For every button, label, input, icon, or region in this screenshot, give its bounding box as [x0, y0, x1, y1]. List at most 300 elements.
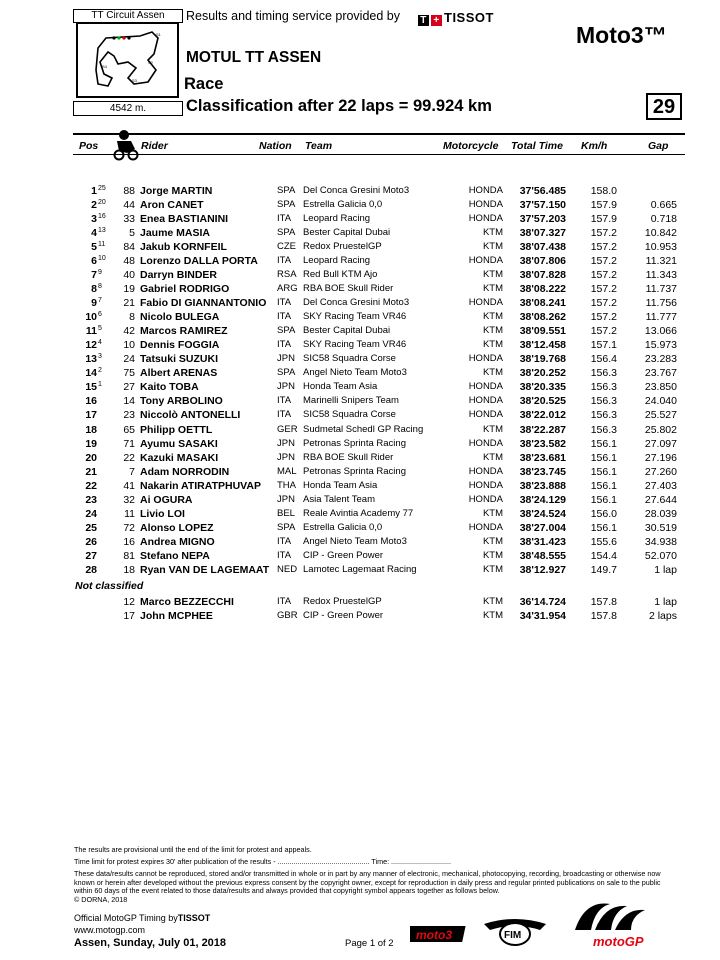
header-rule-bottom — [73, 154, 685, 155]
motorcycle: KTM — [482, 227, 503, 239]
total-time: 38'20.525 — [519, 395, 566, 408]
rider-number: 27 — [123, 381, 135, 394]
table-row — [73, 394, 685, 408]
motorcycle: HONDA — [468, 353, 503, 365]
rider-name: Livio LOI — [140, 507, 185, 520]
rider-nation: ARG — [277, 283, 298, 295]
result-position: 23 — [85, 493, 97, 506]
average-speed: 157.2 — [590, 241, 617, 254]
average-speed: 157.8 — [590, 596, 617, 608]
table-row — [73, 507, 685, 521]
table-row — [73, 493, 685, 507]
average-speed: 157.2 — [590, 269, 617, 282]
not-classified-label: Not classified — [75, 580, 144, 592]
rider-name: Gabriel RODRIGO — [140, 283, 230, 296]
rider-number: 72 — [123, 521, 135, 534]
rider-name: Marco BEZZECCHI — [140, 596, 234, 608]
result-position: 10 — [85, 311, 97, 324]
rider-name: Andrea MIGNO — [140, 535, 215, 548]
rider-number: 10 — [123, 339, 135, 352]
rider-number: 32 — [123, 493, 135, 506]
tissot-wordmark: TISSOT — [444, 10, 494, 25]
rider-name: Marcos RAMIREZ — [140, 325, 228, 338]
gap-to-leader: 11.777 — [645, 311, 677, 324]
total-time: 38'22.287 — [519, 423, 566, 436]
team-name: SIC58 Squadra Corse — [303, 353, 396, 365]
rider-number: 48 — [123, 255, 135, 268]
team-name: Sudmetal Schedl GP Racing — [303, 423, 424, 435]
table-row — [73, 595, 685, 609]
motorcycle: HONDA — [468, 185, 503, 196]
team-name: SKY Racing Team VR46 — [303, 311, 407, 323]
table-row — [73, 212, 685, 226]
grid-position: 1 — [98, 381, 102, 389]
tissot-t-icon: T — [418, 15, 429, 26]
total-time: 38'09.551 — [519, 325, 566, 338]
result-position: 25 — [85, 521, 97, 534]
motorcycle: KTM — [482, 596, 503, 607]
result-position: 16 — [85, 395, 97, 408]
copyright-note: These data/results cannot be reproduced, stored and/or transmitted in whole or in part by any manner of electronic, mechanical, photocopying, recording, broadcasting or otherwise now known or herein after developed without the previous express consent by the copyright owner, except for reproduction in daily press and regular printed publications on sale to the public within 60 days of the event related to those data/results and always provided that copyright symbol appears together as follows below. — [74, 869, 661, 895]
gap-to-leader: 27.196 — [644, 451, 677, 464]
website-link[interactable]: www.motogp.com — [74, 925, 146, 935]
result-position: 13 — [85, 353, 97, 366]
provided-by-text: Results and timing service provided by — [186, 9, 400, 23]
team-name: Marinelli Snipers Team — [303, 395, 399, 407]
rider-number: 84 — [123, 241, 135, 254]
total-time: 38'24.524 — [519, 507, 566, 520]
motorcycle: KTM — [482, 563, 503, 575]
grid-position: 5 — [98, 325, 102, 333]
rider-nation: SPA — [277, 185, 296, 196]
rider-nation: RSA — [277, 269, 297, 281]
team-name: Del Conca Gresini Moto3 — [303, 185, 410, 196]
total-time: 38'08.262 — [519, 311, 566, 324]
grid-position: 3 — [98, 353, 102, 361]
team-name: Estrella Galicia 0,0 — [303, 199, 383, 211]
rider-name: Niccolò ANTONELLI — [140, 409, 241, 422]
rider-nation: JPN — [277, 437, 295, 449]
total-time: 38'31.423 — [519, 535, 566, 548]
table-row — [73, 184, 685, 198]
header-rule-top — [73, 133, 685, 135]
average-speed: 157.2 — [590, 255, 617, 268]
average-speed: 149.7 — [590, 563, 617, 576]
average-speed: 155.6 — [590, 535, 617, 548]
col-gap: Gap — [648, 140, 669, 152]
rider-nation: ITA — [277, 395, 292, 407]
result-position: 19 — [85, 437, 97, 450]
gap-to-leader: 34.938 — [644, 535, 677, 548]
rider-number: 7 — [129, 465, 135, 478]
moto3-logo-text: moto3 — [416, 928, 452, 942]
gap-to-leader: 30.519 — [644, 521, 677, 534]
rider-number: 11 — [124, 507, 135, 520]
gap-to-leader: 15.973 — [644, 339, 677, 352]
fim-logo — [482, 912, 548, 953]
gap-to-leader: 23.767 — [644, 367, 677, 380]
rider-name: Enea BASTIANINI — [140, 213, 229, 226]
average-speed: 157.1 — [590, 339, 617, 352]
gap-to-leader: 11.321 — [645, 255, 677, 268]
motorcycle: KTM — [482, 269, 503, 281]
fim-logo-text: FIM — [504, 930, 522, 941]
tissot-logo — [418, 10, 494, 26]
total-time: 36'14.724 — [519, 596, 566, 608]
team-name: RBA BOE Skull Rider — [303, 283, 394, 295]
table-row — [73, 310, 685, 324]
rider-name: Tony ARBOLINO — [140, 395, 223, 408]
total-time: 38'12.458 — [519, 339, 566, 352]
team-name: RBA BOE Skull Rider — [303, 451, 394, 463]
rider-number: 71 — [123, 437, 135, 450]
rider-nation: JPN — [277, 451, 295, 463]
average-speed: 156.3 — [590, 395, 617, 408]
col-total-time: Total Time — [511, 140, 563, 152]
gap-to-leader: 27.644 — [644, 493, 677, 506]
gap-to-leader: 25.802 — [644, 423, 677, 436]
rider-name: Lorenzo DALLA PORTA — [140, 255, 258, 268]
motorcycle: KTM — [482, 451, 503, 463]
motorcycle: KTM — [482, 339, 503, 351]
total-time: 38'08.241 — [519, 297, 566, 310]
total-time: 38'07.806 — [519, 255, 566, 268]
grid-position: 8 — [98, 283, 102, 291]
protest-note: Time limit for protest expires 30' after publication of the results - .............................................. Time: .............................. — [74, 857, 451, 866]
grid-position: 4 — [98, 339, 102, 347]
col-motorcycle: Motorcycle — [443, 140, 499, 152]
rider-nation: SPA — [277, 325, 296, 337]
result-position: 4 — [91, 227, 97, 240]
table-row — [73, 366, 685, 380]
rider-number: 44 — [123, 199, 135, 212]
total-time: 38'19.768 — [519, 353, 566, 366]
table-row — [73, 254, 685, 268]
event-title: MOTUL TT ASSEN — [186, 49, 322, 66]
table-row — [73, 380, 685, 394]
rider-number: 16 — [123, 535, 135, 548]
rider-name: Jakub KORNFEIL — [140, 241, 227, 254]
gap-to-leader: 27.403 — [644, 479, 677, 492]
total-time: 38'27.004 — [519, 521, 566, 534]
rider-name: Jorge MARTIN — [140, 185, 213, 197]
average-speed: 157.2 — [590, 297, 617, 310]
series-title: Moto3™ — [576, 22, 667, 48]
rider-name: Stefano NEPA — [140, 549, 210, 562]
team-name: Redox PruestelGP — [303, 241, 382, 253]
team-name: Red Bull KTM Ajo — [303, 269, 378, 281]
average-speed: 156.1 — [590, 493, 617, 506]
gap-to-leader: 24.040 — [644, 395, 677, 408]
motorcycle: KTM — [482, 549, 503, 561]
result-position: 24 — [85, 507, 97, 520]
rider-name: Kazuki MASAKI — [140, 451, 219, 464]
gap-to-leader: 10.842 — [644, 227, 677, 240]
grid-position: 10 — [98, 255, 106, 263]
motorcycle: HONDA — [468, 297, 503, 309]
gap-to-leader: 25.527 — [644, 409, 677, 422]
grid-position: 11 — [98, 241, 106, 249]
table-row — [73, 423, 685, 437]
rider-nation: JPN — [277, 381, 295, 393]
average-speed: 156.3 — [590, 409, 617, 422]
result-position: 9 — [91, 297, 97, 310]
result-position: 21 — [85, 465, 97, 478]
average-speed: 156.1 — [590, 479, 617, 492]
rider-number: 18 — [123, 563, 135, 576]
rider-nation: BEL — [277, 507, 295, 519]
gap-to-leader: 0.718 — [650, 213, 677, 226]
rider-number: 12 — [123, 596, 135, 608]
table-row — [73, 563, 685, 577]
page-badge: 29 — [646, 93, 682, 120]
gap-to-leader: 11.343 — [645, 269, 677, 282]
official-timing-text: Official MotoGP Timing by — [74, 913, 178, 923]
team-name: Bester Capital Dubai — [303, 227, 391, 239]
total-time: 38'12.927 — [519, 563, 566, 576]
rider-name: Tatsuki SUZUKI — [140, 353, 218, 366]
motorcycle: KTM — [482, 535, 503, 547]
total-time: 38'48.555 — [519, 549, 566, 562]
result-position: 18 — [85, 423, 97, 436]
motorcycle: HONDA — [468, 437, 503, 449]
table-row — [73, 521, 685, 535]
motorcycle: HONDA — [468, 465, 503, 477]
team-name: Leopard Racing — [303, 213, 371, 225]
gap-to-leader: 11.737 — [645, 283, 677, 296]
rider-number: 65 — [123, 423, 135, 436]
gap-to-leader: 27.260 — [644, 465, 677, 478]
provisional-note: The results are provisional until the end of the limit for protest and appeals. — [74, 845, 312, 854]
motorcycle: KTM — [482, 507, 503, 519]
average-speed: 154.4 — [590, 549, 617, 562]
grid-position: 6 — [98, 311, 102, 319]
rider-name: Aron CANET — [140, 199, 204, 212]
average-speed: 156.3 — [590, 367, 617, 380]
table-row — [73, 338, 685, 352]
col-rider: Rider — [141, 140, 168, 152]
rider-nation: JPN — [277, 353, 295, 365]
motorcycle: KTM — [482, 241, 503, 253]
team-name: Del Conca Gresini Moto3 — [303, 297, 410, 309]
rider-nation: JPN — [277, 493, 295, 505]
average-speed: 158.0 — [590, 185, 617, 197]
team-name: Petronas Sprinta Racing — [303, 465, 406, 477]
rider-name: Dennis FOGGIA — [140, 339, 220, 352]
table-row — [73, 282, 685, 296]
rider-name: Darryn BINDER — [140, 269, 218, 282]
rider-number: 23 — [123, 409, 135, 422]
average-speed: 157.9 — [590, 199, 617, 212]
rider-number: 14 — [123, 395, 135, 408]
table-row — [73, 549, 685, 563]
rider-name: Fabio DI GIANNANTONIO — [140, 297, 267, 310]
footer-tissot: TISSOT — [177, 913, 211, 923]
motorcycle: HONDA — [468, 199, 503, 211]
session-title: Race — [184, 75, 224, 93]
table-row — [73, 352, 685, 366]
average-speed: 156.3 — [590, 381, 617, 394]
svg-text:S4: S4 — [102, 64, 107, 69]
average-speed: 156.1 — [590, 437, 617, 450]
average-speed: 156.1 — [590, 465, 617, 478]
rider-nation: ITA — [277, 409, 292, 421]
total-time: 37'57.203 — [519, 213, 566, 226]
team-name: SKY Racing Team VR46 — [303, 339, 407, 351]
total-time: 38'07.828 — [519, 269, 566, 282]
table-row — [73, 609, 685, 623]
moto3-logo — [410, 924, 466, 949]
gap-to-leader: 27.097 — [644, 437, 677, 450]
svg-text:S2: S2 — [148, 60, 153, 65]
col-nation: Nation — [259, 140, 292, 152]
classification-title: Classification after 22 laps = 99.924 km — [186, 97, 492, 115]
rider-number: 41 — [123, 479, 135, 492]
result-position: 28 — [85, 563, 97, 576]
total-time: 38'23.888 — [519, 479, 566, 492]
rider-number: 5 — [129, 227, 135, 240]
result-position: 11 — [85, 325, 97, 338]
rider-name: Nicolo BULEGA — [140, 311, 220, 324]
result-position: 2 — [91, 199, 97, 212]
result-position: 7 — [91, 269, 97, 282]
svg-text:S3: S3 — [132, 78, 137, 83]
team-name: Lamotec Lagemaat Racing — [303, 563, 417, 575]
total-time: 38'20.252 — [519, 367, 566, 380]
total-time: 37'57.150 — [519, 199, 566, 212]
rider-number: 17 — [123, 610, 135, 622]
footer-date: Assen, Sunday, July 01, 2018 — [74, 937, 227, 949]
motorcycle: HONDA — [468, 479, 503, 491]
result-position: 8 — [91, 283, 97, 296]
gap-to-leader: 52.070 — [644, 549, 677, 562]
grid-position: 9 — [98, 269, 102, 277]
rider-nation: MAL — [277, 465, 297, 477]
grid-position: 13 — [98, 227, 106, 235]
motorcycle: KTM — [482, 367, 503, 379]
motorcycle: KTM — [482, 283, 503, 295]
result-position: 22 — [85, 479, 97, 492]
grid-position: 16 — [98, 213, 106, 221]
team-name: SIC58 Squadra Corse — [303, 409, 396, 421]
table-row — [73, 408, 685, 422]
rider-number: 8 — [129, 311, 135, 324]
rider-nation: SPA — [277, 367, 296, 379]
team-name: CIP - Green Power — [303, 549, 384, 561]
team-name: Honda Team Asia — [303, 381, 378, 393]
team-name: Petronas Sprinta Racing — [303, 437, 406, 449]
rider-name: Alonso LOPEZ — [140, 521, 214, 534]
rider-name: Adam NORRODIN — [140, 465, 230, 478]
circuit-name-label: TT Circuit Assen — [73, 9, 183, 23]
rider-name: Ryan VAN DE LAGEMAAT — [140, 563, 270, 576]
team-name: CIP - Green Power — [303, 610, 384, 621]
rider-nation: NED — [277, 563, 298, 575]
result-position: 6 — [91, 255, 97, 268]
grid-position: 20 — [98, 199, 106, 207]
page-number: Page 1 of 2 — [345, 938, 394, 949]
gap-to-leader: 13.066 — [644, 325, 677, 338]
rider-nation: GBR — [277, 610, 298, 621]
result-position: 14 — [85, 367, 97, 380]
rider-name: John MCPHEE — [140, 610, 213, 622]
motorcycle: HONDA — [468, 493, 503, 505]
dorna-copyright: © DORNA, 2018 — [74, 895, 128, 904]
result-position: 1 — [91, 185, 97, 197]
gap-to-leader: 11.756 — [645, 297, 677, 310]
svg-text:S1: S1 — [156, 32, 161, 37]
total-time: 38'08.222 — [519, 283, 566, 296]
total-time: 38'20.335 — [519, 381, 566, 394]
table-row — [73, 268, 685, 282]
team-name: Redox PruestelGP — [303, 596, 382, 607]
rider-nation: ITA — [277, 339, 292, 351]
col-kmh: Km/h — [581, 140, 608, 152]
motorcycle: HONDA — [468, 521, 503, 533]
gap-to-leader: 1 lap — [654, 596, 677, 608]
track-length: 4542 m. — [73, 101, 183, 116]
total-time: 38'23.681 — [519, 451, 566, 464]
motorcycle: KTM — [482, 325, 503, 337]
gap-to-leader: 10.953 — [644, 241, 677, 254]
motogp-logo — [565, 900, 660, 957]
team-name: Bester Capital Dubai — [303, 325, 391, 337]
total-time: 38'23.745 — [519, 465, 566, 478]
rider-nation: SPA — [277, 199, 296, 211]
average-speed: 157.2 — [590, 283, 617, 296]
average-speed: 156.1 — [590, 521, 617, 534]
total-time: 38'07.327 — [519, 227, 566, 240]
rider-nation: ITA — [277, 549, 292, 561]
result-position: 12 — [85, 339, 97, 352]
table-row — [73, 535, 685, 549]
result-position: 17 — [85, 409, 97, 422]
table-row — [73, 324, 685, 338]
table-row — [73, 479, 685, 493]
motorcycle: KTM — [482, 423, 503, 435]
total-time: 38'24.129 — [519, 493, 566, 506]
average-speed: 157.2 — [590, 227, 617, 240]
grid-position: 7 — [98, 297, 102, 305]
rider-nation: ITA — [277, 255, 292, 267]
rider-name: Kaito TOBA — [140, 381, 199, 394]
motogp-logo-text: motoGP — [593, 934, 644, 949]
gap-to-leader: 23.283 — [644, 353, 677, 366]
average-speed: 156.4 — [590, 353, 617, 366]
motorcycle: KTM — [482, 610, 503, 621]
rider-nation: GER — [277, 423, 298, 435]
track-map — [76, 22, 179, 98]
average-speed: 157.2 — [590, 311, 617, 324]
col-team: Team — [305, 140, 333, 152]
average-speed: 156.1 — [590, 451, 617, 464]
gap-to-leader: 0.665 — [650, 199, 677, 212]
average-speed: 157.9 — [590, 213, 617, 226]
rider-number: 88 — [123, 185, 135, 197]
gap-to-leader: 23.850 — [644, 381, 677, 394]
table-row — [73, 296, 685, 310]
team-name: Angel Nieto Team Moto3 — [303, 367, 407, 379]
table-row — [73, 198, 685, 212]
total-time: 38'22.012 — [519, 409, 566, 422]
total-time: 37'56.485 — [519, 185, 566, 197]
result-position: 27 — [85, 549, 97, 562]
team-name: Asia Talent Team — [303, 493, 375, 505]
total-time: 38'07.438 — [519, 241, 566, 254]
motorcycle: HONDA — [468, 255, 503, 267]
table-row — [73, 465, 685, 479]
rider-name: Jaume MASIA — [140, 227, 211, 240]
